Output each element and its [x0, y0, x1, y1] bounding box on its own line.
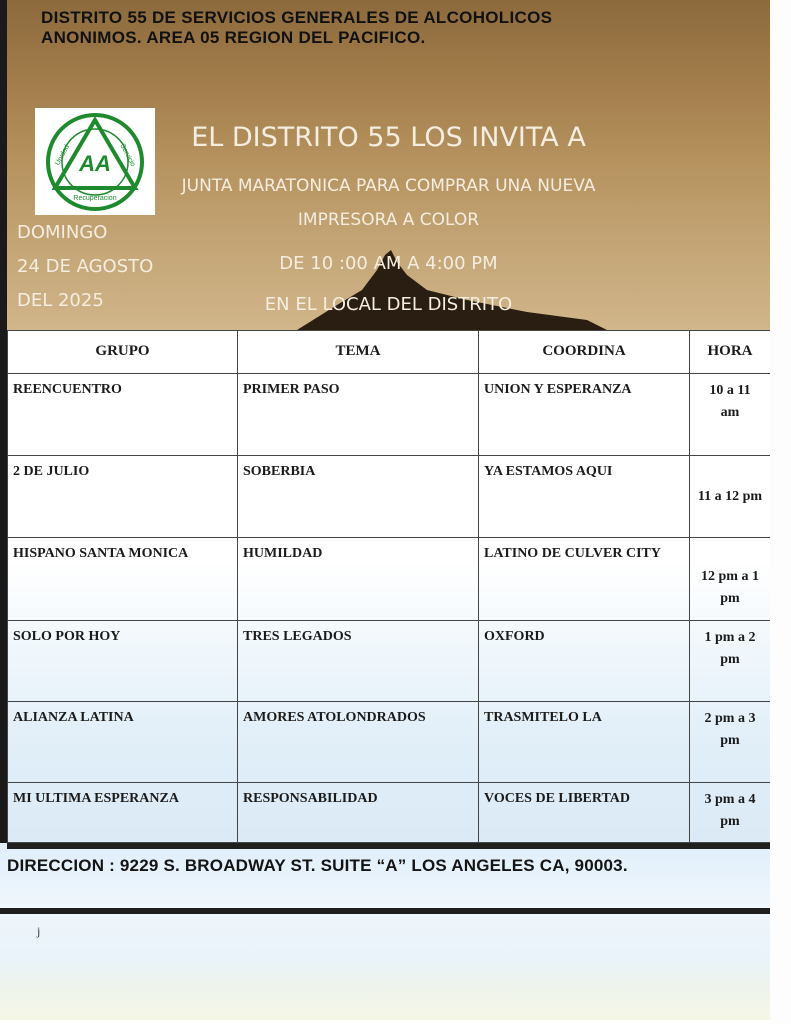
divider-top	[7, 843, 770, 849]
hora-start: 10 a 11	[709, 382, 751, 398]
table-header-row	[8, 331, 771, 374]
hora-end: pm	[720, 591, 740, 607]
invite-title: EL DISTRITO 55 LOS INVITA A	[191, 122, 586, 153]
table-row	[8, 701, 771, 782]
logo-word-servicio: Servicio	[118, 142, 137, 168]
left-border	[0, 0, 7, 915]
table-row	[8, 783, 771, 843]
hora-start: 1 pm a 2	[704, 629, 756, 645]
hora-start: 12 pm a 1	[701, 569, 759, 585]
column-header-tema: TEMA	[238, 331, 479, 374]
table-row	[8, 538, 771, 620]
logo-letters: AA	[79, 151, 111, 176]
cell-grupo: MI ULTIMA ESPERANZA	[8, 783, 238, 843]
organization-heading	[41, 8, 552, 48]
hora-start: 2 pm a 3	[704, 710, 756, 726]
table-row	[8, 620, 771, 701]
cell-hora	[690, 701, 771, 782]
cell-hora	[690, 538, 771, 620]
cell-grupo: ALIANZA LATINA	[8, 701, 238, 782]
cell-tema: HUMILDAD	[238, 538, 479, 620]
logo-word-recuperacion: Recuperacion	[73, 195, 117, 202]
cell-tema: AMORES ATOLONDRADOS	[238, 701, 479, 782]
hora-end: pm	[720, 814, 740, 830]
hora-end: pm	[720, 732, 740, 748]
cell-hora	[690, 373, 771, 455]
invite-subtitle-2: IMPRESORA A COLOR	[297, 210, 480, 230]
cell-coordina: YA ESTAMOS AQUI	[479, 455, 690, 537]
column-header-grupo: GRUPO	[8, 331, 238, 374]
cell-tema: PRIMER PASO	[238, 373, 479, 455]
cell-coordina: LATINO DE CULVER CITY	[479, 538, 690, 620]
divider-bottom	[0, 908, 770, 914]
address-band	[0, 843, 770, 915]
cell-tema: SOBERBIA	[238, 455, 479, 537]
cell-tema: TRES LEGADOS	[238, 620, 479, 701]
bottom-margin	[0, 915, 770, 1020]
cell-coordina: VOCES DE LIBERTAD	[479, 783, 690, 843]
cell-coordina: OXFORD	[479, 620, 690, 701]
date-day-month: 24 DE AGOSTO	[17, 256, 154, 277]
logo-word-unidad: Unidad	[54, 143, 71, 167]
org-line-1: DISTRITO 55 DE SERVICIOS GENERALES DE ALCOHOLICOS	[41, 8, 553, 27]
schedule-table	[7, 330, 771, 843]
cell-coordina: TRASMITELO LA	[479, 701, 690, 782]
org-line-2: ANONIMOS. AREA 05 REGION DEL PACIFICO.	[41, 28, 426, 47]
header-banner	[7, 0, 770, 330]
hora-end: pm	[720, 651, 740, 667]
invite-subtitle-1: JUNTA MARATONICA PARA COMPRAR UNA NUEVA	[181, 176, 596, 196]
cell-hora	[690, 783, 771, 843]
column-header-hora: HORA	[690, 331, 771, 374]
cell-hora	[690, 620, 771, 701]
cell-coordina: UNION Y ESPERANZA	[479, 373, 690, 455]
hora-start: 3 pm a 4	[704, 792, 756, 808]
table-row	[8, 373, 771, 455]
cell-hora	[690, 455, 771, 537]
cell-grupo: SOLO POR HOY	[8, 620, 238, 701]
column-header-coordina: COORDINA	[479, 331, 690, 374]
event-location: EN EL LOCAL DEL DISTRITO	[264, 294, 513, 315]
date-year: DEL 2025	[17, 290, 104, 311]
stray-mark: j	[37, 924, 41, 938]
cell-tema: RESPONSABILIDAD	[238, 783, 479, 843]
cell-grupo: 2 DE JULIO	[8, 455, 238, 537]
cell-grupo: REENCUENTRO	[8, 373, 238, 455]
cell-grupo: HISPANO SANTA MONICA	[8, 538, 238, 620]
hora-end: am	[720, 404, 740, 420]
date-weekday: DOMINGO	[17, 222, 108, 243]
event-time: DE 10 :00 AM A 4:00 PM	[279, 253, 498, 274]
hora-start: 11 a 12 pm	[697, 488, 763, 504]
right-margin	[770, 0, 791, 1024]
table-row	[8, 455, 771, 537]
address-text: DIRECCION : 9229 S. BROADWAY ST. SUITE “A” LOS ANGELES CA, 90003.	[7, 856, 628, 875]
